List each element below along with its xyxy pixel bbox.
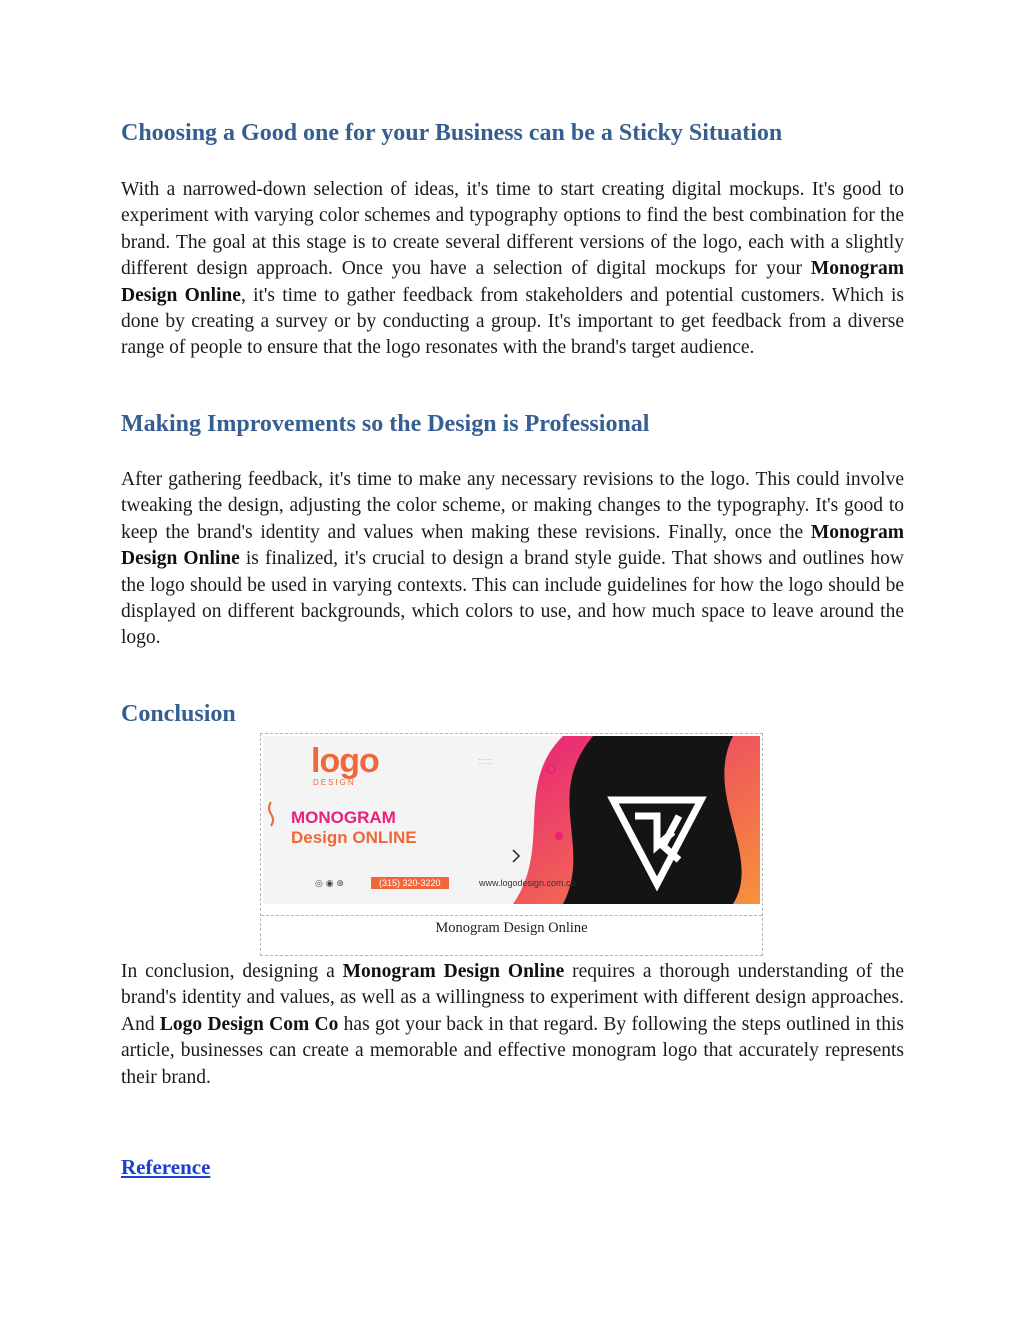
- reference-link[interactable]: Reference: [121, 1155, 211, 1179]
- banner-logo-sub: DESIGN: [313, 778, 356, 787]
- bold-keyword: Monogram Design Online: [121, 521, 904, 570]
- paragraph-text: , it's time to gather feedback from stakeholders and potential customers. Which is done by creating a survey or by conducting a group. It's important to get feedback from a diverse range of people to ensure that the logo resonates with the brand's target audience.: [121, 284, 904, 359]
- banner-website: www.logodesign.com.co: [479, 878, 576, 888]
- paragraph-text: With a narrowed-down selection of ideas, it's time to start creating digital mockups. It's good to experiment with varying color schemes and typography options to find the best combination for the brand. The goal at this stage is to create several different versions of the logo, each with a slightly different design approach. Once you have a selection of digital mockups for your: [121, 179, 904, 280]
- figure-caption: Monogram Design Online: [435, 920, 588, 936]
- bold-keyword: Monogram Design Online: [121, 258, 904, 306]
- section-paragraph-improvements: [121, 467, 904, 652]
- banner-phone: (315) 320-3220: [371, 877, 449, 889]
- paragraph-text: After gathering feedback, it's time to make any necessary revisions to the logo. This could involve tweaking the design, adjusting the color scheme, or making changes to the typography. It's good to keep the brand's identity and values when making these revisions. Finally, once the: [121, 469, 904, 543]
- banner-logo: logo: [311, 742, 379, 780]
- section-heading-conclusion: Conclusion: [121, 701, 236, 727]
- decor-dot: [555, 832, 563, 840]
- banner-social-icons: ◎ ◉ ⊛: [315, 879, 344, 889]
- figure-monogram-banner: [260, 733, 763, 956]
- svg-text:::::::: ::::::: [478, 756, 494, 766]
- caption-divider: [261, 915, 762, 916]
- banner-image: [263, 736, 760, 904]
- banner-title-line1: MONOGRAM: [291, 808, 396, 827]
- banner-title-line2: Design ONLINE: [291, 828, 417, 847]
- section-paragraph-choosing: [121, 177, 904, 362]
- paragraph-text: has got your back in that regard. By following the steps outlined in this article, businesses can create a memorable and effective monogram logo that accurately represents their brand.: [121, 1013, 904, 1088]
- paragraph-text: requires a thorough understanding of the brand's identity and values, as well as a willingness to experiment with different design approaches. And: [121, 961, 904, 1035]
- section-heading-improvements: Making Improvements so the Design is Professional: [121, 411, 650, 437]
- section-paragraph-conclusion: [121, 959, 904, 1091]
- bold-keyword: Logo Design Com Co: [159, 1013, 339, 1035]
- paragraph-text: is finalized, it's crucial to design a brand style guide. That shows and outlines how the logo should be used in varying contexts. This can include guidelines for how the logo should be displayed on different backgrounds, which colors to use, and how much space to leave around the logo.: [121, 548, 904, 649]
- section-heading-choosing: Choosing a Good one for your Business can be a Sticky Situation: [121, 120, 783, 146]
- paragraph-text: In conclusion, designing a: [121, 961, 343, 982]
- bold-keyword: Monogram Design Online: [342, 961, 565, 982]
